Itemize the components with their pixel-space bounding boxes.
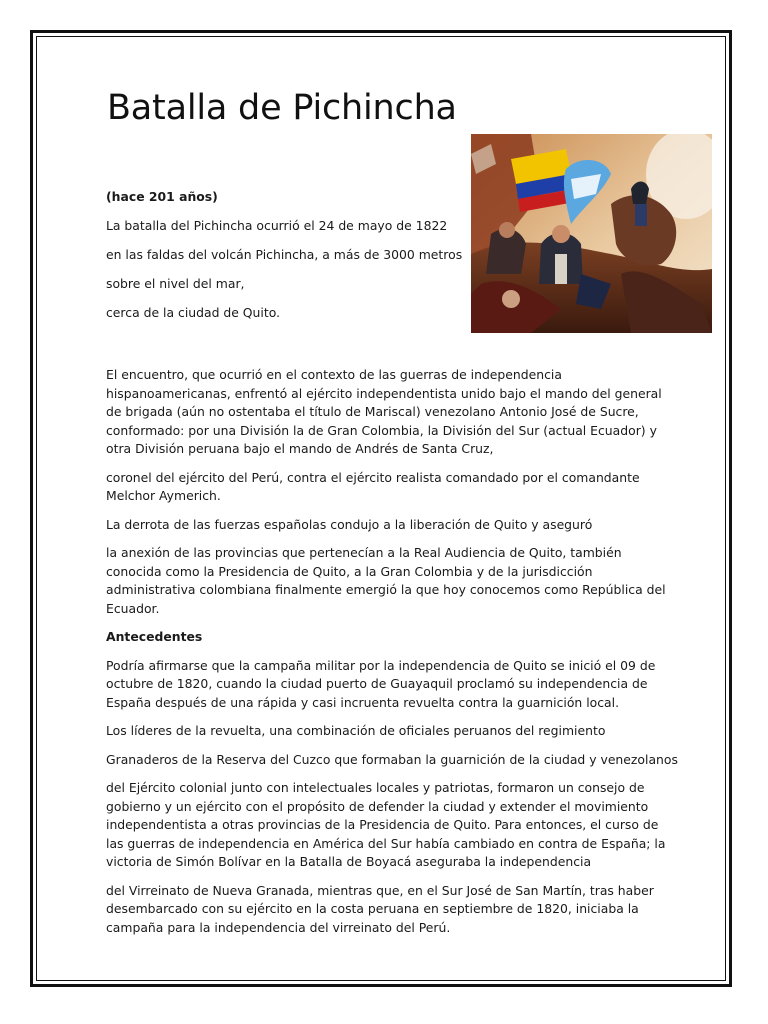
- intro-line-years-ago: (hace 201 años): [106, 189, 218, 204]
- paragraph-colonial-army: del Ejército colonial junto con intelectuales locales y patriotas, formaron un consejo de gobierno y un ejército con el propósito de defender la ciudad y extender el movimiento independentista a otras provincias de la Presidencia de Quito. Para entonces, el curso de las guerras de independencia en América del Sur había cambiado en contra de España; la victoria de Simón Bolívar en la Batalla de Boyacá aseguraba la independencia: [106, 780, 666, 869]
- paragraph-annexation: la anexión de las provincias que pertenecían a la Real Audiencia de Quito, también conocida como la Presidencia de Quito, a la Gran Colombia y de la jurisdicción administrativa colombiana finalmente emergió la que hoy conocemos como República del Ecuador.: [106, 545, 666, 616]
- intro-block: [106, 189, 463, 334]
- paragraph-context: El encuentro, que ocurrió en el contexto de las guerras de independencia hispanoamericanas, enfrentó al ejército independentista unido bajo el mando del general de brigada (aún no ostentaba el título de Mariscal) venezolano Antonio José de Sucre, conformado: por una División la de Gran Colombia, la División del Sur (actual Ecuador) y otra División peruana bajo el mando de Andrés de Santa Cruz,: [106, 367, 662, 456]
- paragraph-granaderos: Granaderos de la Reserva del Cuzco que formaban la guarnición de la ciudad y venezolanos: [106, 751, 678, 767]
- paragraph-revolt-leaders: Los líderes de la revuelta, una combinación de oficiales peruanos del regimiento: [106, 723, 606, 738]
- intro-line-altitude: sobre el nivel del mar,: [106, 276, 245, 291]
- paragraph-defeat: La derrota de las fuerzas españolas condujo a la liberación de Quito y aseguró: [106, 516, 593, 532]
- battle-painting-illustration: [471, 134, 712, 333]
- paragraph-viceroyalty: del Virreinato de Nueva Granada, mientras que, en el Sur José de San Martín, tras haber desembarcado con su ejército en la costa peruana en septiembre de 1820, iniciaba la campaña para la independencia del virreinato del Perú.: [106, 882, 654, 935]
- paragraph-opponents: coronel del ejército del Perú, contra el ejército realista comandado por el comandante Melchor Aymerich.: [106, 469, 640, 503]
- intro-line-date: La batalla del Pichincha ocurrió el 24 de mayo de 1822: [106, 218, 448, 233]
- document-title: Batalla de Pichincha: [107, 88, 457, 128]
- document-body: [106, 366, 678, 947]
- intro-line-city: cerca de la ciudad de Quito.: [106, 305, 281, 320]
- battle-painting-image: [471, 134, 712, 333]
- intro-line-location: en las faldas del volcán Pichincha, a más de 3000 metros: [106, 247, 463, 262]
- section-heading-antecedentes: Antecedentes: [106, 629, 203, 644]
- paragraph-campaign-start: Podría afirmarse que la campaña militar por la independencia de Quito se inició el 09 de octubre de 1820, cuando la ciudad puerto de Guayaquil proclamó su independencia de España después de una rápida y casi incruenta revuelta contra la guarnición local.: [106, 657, 656, 710]
